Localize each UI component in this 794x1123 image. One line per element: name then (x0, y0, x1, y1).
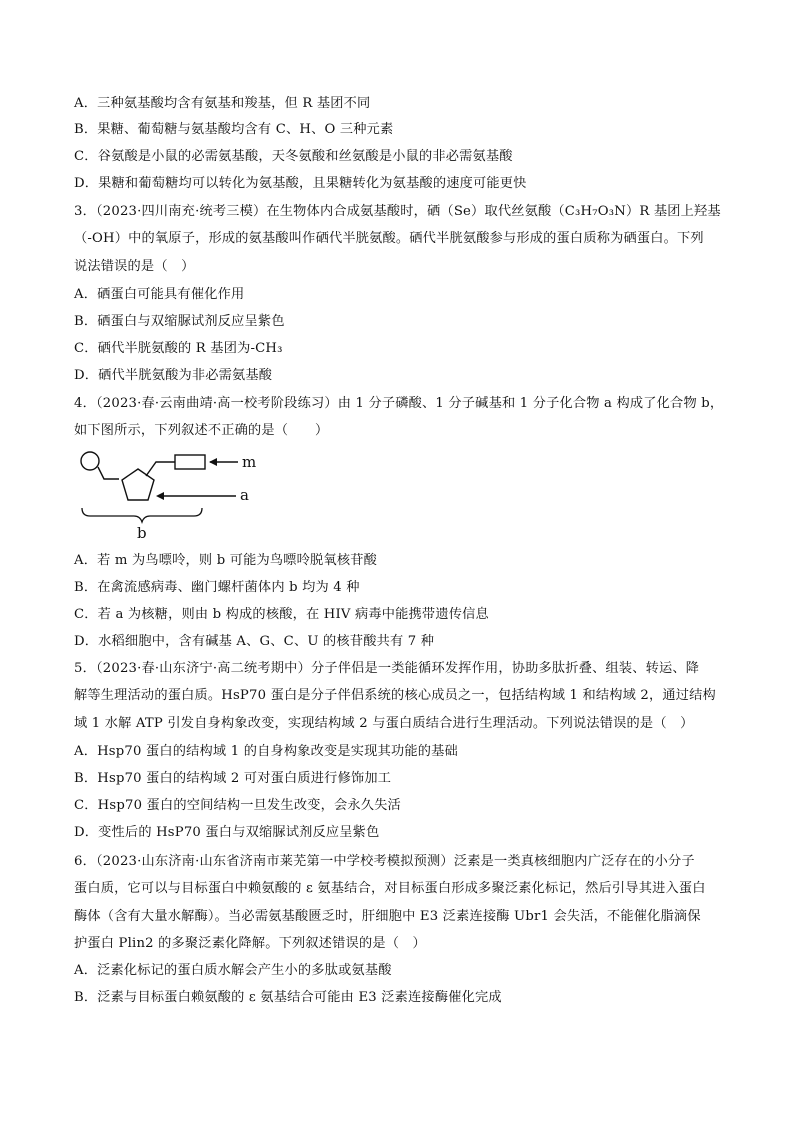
q4-stem-line2: 如下图所示，下列叙述不正确的是（ ） (74, 423, 329, 438)
q5-option-a: A．Hsp70 蛋白的结构域 1 的自身构象改变是实现其功能的基础 (74, 744, 458, 759)
q5-option-c: C．Hsp70 蛋白的空间结构一旦发生改变，会永久失活 (74, 798, 401, 813)
q2-option-c: C．谷氨酸是小鼠的必需氨基酸，天冬氨酸和丝氨酸是小鼠的非必需氨基酸 (74, 149, 513, 164)
q5-option-b: B．Hsp70 蛋白的结构域 2 可对蛋白质进行修饰加工 (74, 771, 392, 786)
q6-stem-line1: 6．（2023·山东济南·山东省济南市莱芜第一中学校考模拟预测）泛素是一类真核细胞内广泛存在的小分子 (74, 854, 695, 869)
q5-option-d: D．变性后的 HsP70 蛋白与双缩脲试剂反应呈紫色 (74, 825, 380, 840)
q4-stem-line1: 4．（2023·春·云南曲靖·高一校考阶段练习）由 1 分子磷酸、1 分子碱基和 1 分子化合物 a 构成了化合物 b， (74, 396, 724, 411)
q4-option-d: D．水稻细胞中，含有碱基 A、G、C、U 的核苷酸共有 7 种 (74, 634, 435, 649)
q5-stem-line3: 域 1 水解 ATP 引发自身构象改变，实现结构域 2 与蛋白质结合进行生理活动。下列说法错误的是（ ） (74, 716, 694, 731)
q4-option-c: C．若 a 为核糖，则由 b 构成的核酸，在 HIV 病毒中能携带遗传信息 (74, 607, 489, 622)
q3-option-a: A．硒蛋白可能具有催化作用 (74, 287, 245, 302)
q2-option-b: B．果糖、葡萄糖与氨基酸均含有 C、H、O 三种元素 (74, 122, 394, 137)
label-a: a (240, 486, 249, 504)
arrowhead-m (209, 458, 217, 466)
label-m: m (242, 453, 257, 471)
label-b: b (137, 524, 147, 542)
base-rectangle (175, 455, 205, 469)
q2-option-a: A．三种氨基酸均含有氨基和羧基，但 R 基团不同 (74, 96, 371, 111)
q6-option-b: B．泛素与目标蛋白赖氨酸的 ε 氨基结合可能由 E3 泛素连接酶催化完成 (74, 990, 502, 1005)
q5-stem-line2: 解等生理活动的蛋白质。HsP70 蛋白是分子伴侣系统的核心成员之一，包括结构域 1 和结构域 2，通过结构 (74, 688, 716, 703)
brace-b (82, 508, 202, 522)
q4-option-b: B．在禽流感病毒、幽门螺杆菌体内 b 均为 4 种 (74, 580, 360, 595)
phosphate-circle (81, 452, 99, 470)
q3-stem-line2: （-OH）中的氧原子，形成的氨基酸叫作硒代半胱氨酸。硒代半胱氨酸参与形成的蛋白质称为硒蛋白。下列 (74, 231, 704, 246)
phosphate-sugar-bond (98, 467, 119, 479)
q6-stem-line3: 酶体（含有大量水解酶）。当必需氨基酸匮乏时，肝细胞中 E3 泛素连接酶 Ubr1 会失活，不能催化脂滴保 (74, 909, 701, 924)
arrowhead-a (156, 492, 164, 500)
pentose-pentagon (122, 469, 154, 500)
q4-option-a: A．若 m 为鸟嘌呤，则 b 可能为鸟嘌呤脱氧核苷酸 (74, 553, 377, 568)
q3-option-d: D．硒代半胱氨酸为非必需氨基酸 (74, 368, 273, 383)
q3-stem-line3: 说法错误的是（ ） (74, 259, 195, 274)
q6-stem-line4: 护蛋白 Plin2 的多聚泛素化降解。下列叙述错误的是（ ） (74, 936, 426, 951)
nucleotide-diagram (76, 450, 276, 542)
q6-stem-line2: 蛋白质，它可以与目标蛋白中赖氨酸的 ε 氨基结合，对目标蛋白形成多聚泛素化标记，然后引导其进入蛋白 (74, 881, 706, 896)
q6-option-a: A．泛素化标记的蛋白质水解会产生小的多肽或氨基酸 (74, 963, 392, 978)
sugar-base-bond (146, 462, 175, 476)
q3-stem-line1: 3．（2023·四川南充·统考三模）在生物体内合成氨基酸时，硒（Se）取代丝氨酸（C₃H₇O₃N）R 基团上羟基 (74, 204, 721, 219)
q2-option-d: D．果糖和葡萄糖均可以转化为氨基酸，且果糖转化为氨基酸的速度可能更快 (74, 176, 527, 191)
q3-option-c: C．硒代半胱氨酸的 R 基团为-CH₃ (74, 341, 283, 356)
q3-option-b: B．硒蛋白与双缩脲试剂反应呈紫色 (74, 314, 285, 329)
q5-stem-line1: 5．（2023·春·山东济宁·高二统考期中）分子伴侣是一类能循环发挥作用，协助多肽折叠、组装、转运、降 (74, 661, 700, 676)
